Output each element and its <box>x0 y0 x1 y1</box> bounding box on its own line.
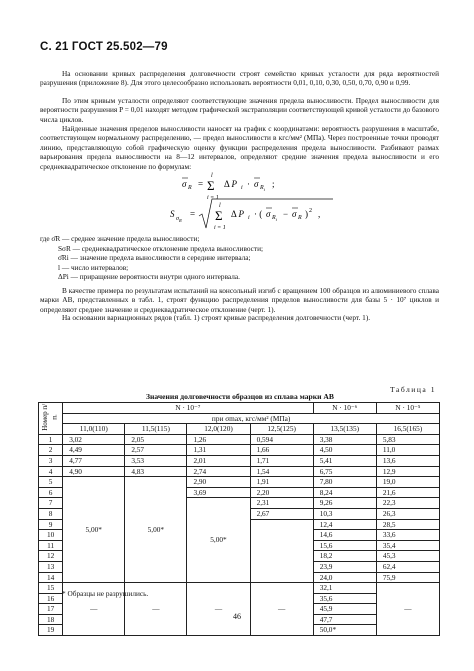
table-cell-merged: — <box>125 583 187 636</box>
table-cell: 45,3 <box>376 551 439 562</box>
svg-text:=: = <box>198 179 204 189</box>
legend-line: SσR — среднеквадратическое отклонение предела выносливости; <box>58 243 264 253</box>
paragraph-4: В качестве примера по результатам испытаний на консольный изгиб с вращением 100 образцов из алюминиевого сплава марки АВ, представленных в табл. 1, строят функцию распределения пределов выносливости для базы 5 · 10⁷ циклов и определяют среднее значение и среднеквадратическое отклонение (черт. 1). <box>40 286 439 314</box>
table-cell: 5,83 <box>376 434 439 445</box>
table-title: Значения долговечности образцов из сплава марки АВ <box>146 392 334 401</box>
row-number: 8 <box>39 508 63 519</box>
table-cell: 23,9 <box>313 561 376 572</box>
page-header: С. 21 ГОСТ 25.502—79 <box>40 41 168 53</box>
row-number: 17 <box>39 604 63 615</box>
footnote: * Образцы не разрушились. <box>62 589 149 598</box>
table-cell: 2,31 <box>250 498 313 509</box>
legend-line: где σ̄R — среднее значение предела выносливости; <box>40 234 200 243</box>
svg-text:Ri: $R_i$ <box>272 215 277 222</box>
row-number: 9 <box>39 519 63 530</box>
row-number: 2 <box>39 445 63 456</box>
svg-text:σ: σ <box>254 179 259 189</box>
legend-block <box>40 234 439 282</box>
table-cell-merged: — <box>63 583 125 636</box>
table-cell: 10,3 <box>313 508 376 519</box>
table-cell: 4,90 <box>63 466 125 477</box>
legend-line: l — число интервалов; <box>58 262 129 272</box>
svg-text:σ: σ <box>266 209 271 219</box>
svg-text:=: = <box>190 209 196 219</box>
table-cell: 21,6 <box>376 487 439 498</box>
table-cell: 75,9 <box>376 572 439 583</box>
table-cell: 45,9 <box>313 604 376 615</box>
table-cell: 28,5 <box>376 519 439 530</box>
svg-text:Δ P: Δ P <box>224 179 238 189</box>
column-header: 16,5(165) <box>376 424 439 435</box>
row-number: 1 <box>39 434 63 445</box>
column-header: 11,0(110) <box>63 424 125 435</box>
group-header-2: N · 10⁻⁶ <box>313 403 376 414</box>
svg-text:;: ; <box>272 179 275 189</box>
svg-text:Σ: Σ <box>207 178 215 193</box>
table-cell: 33,6 <box>376 530 439 541</box>
svg-text:Δ P: Δ P <box>231 209 245 219</box>
svg-text:i = 1: i = 1 <box>207 195 219 201</box>
svg-text:σ: σ <box>292 209 297 219</box>
table-cell: 4,77 <box>63 455 125 466</box>
svg-text:): ) <box>305 209 308 219</box>
row-number: 15 <box>39 583 63 594</box>
svg-text:l: l <box>219 203 221 209</box>
column-header: 12,0(120) <box>187 424 250 435</box>
table-cell: 1,54 <box>250 466 313 477</box>
row-number: 4 <box>39 466 63 477</box>
table-cell: 14,6 <box>313 530 376 541</box>
svg-text:−: − <box>283 209 289 219</box>
table-cell: 2,20 <box>250 487 313 498</box>
table-cell: 26,3 <box>376 508 439 519</box>
table-cell: 35,4 <box>376 540 439 551</box>
row-number: 7 <box>39 498 63 509</box>
group-header-1: N · 10⁻⁷ <box>63 403 314 414</box>
row-number: 5 <box>39 477 63 488</box>
svg-text:i: i <box>241 185 243 191</box>
svg-text:· (: · ( <box>254 209 263 219</box>
row-number: 6 <box>39 487 63 498</box>
table-cell: 1,71 <box>250 455 313 466</box>
legend-line: σ̄Ri — значение предела выносливости в середине интервала; <box>58 253 251 262</box>
table-cell: 3,02 <box>63 434 125 445</box>
stress-caption: при σmax, кгс/мм² (МПа) <box>63 413 440 424</box>
table-cell: 2,05 <box>125 434 187 445</box>
table-cell-merged <box>250 519 313 583</box>
column-header: 11,5(115) <box>125 424 187 435</box>
svg-text:σ: σ <box>182 179 187 189</box>
table-cell: 11,0 <box>376 445 439 456</box>
table-cell: 6,75 <box>313 466 376 477</box>
table-cell: 22,3 <box>376 498 439 509</box>
paragraph-1: На основании кривых распределения долговечности строят семейство кривых усталости для ряда вероятностей разрушения (приложение 8). Для этого целесообразно использовать вероятности 0,01, 0,10, 0,30, 0,50, 0,70, 0,90 и 0,99. <box>40 69 439 88</box>
column-header: 13,5(135) <box>313 424 376 435</box>
table-cell: 47,7 <box>313 614 376 625</box>
column-header: 12,5(125) <box>250 424 313 435</box>
table-cell: 50,0* <box>313 625 376 636</box>
table-cell-merged: — <box>187 583 250 636</box>
svg-text:,: , <box>318 209 321 219</box>
svg-text:2: 2 <box>309 208 312 214</box>
table-row <box>39 466 440 477</box>
row-number-header: Номер п/п. <box>39 403 63 435</box>
table-cell: 7,80 <box>313 477 376 488</box>
table-cell: 12,9 <box>376 466 439 477</box>
group-header-3: N · 10⁻⁵ <box>376 403 439 414</box>
table-cell: 1,91 <box>250 477 313 488</box>
table-cell-merged: 5,00* <box>125 477 187 583</box>
paragraph-5: На основании вариационных рядов (табл. 1) строят кривые распределения долговечности (черт. 1). <box>62 313 371 322</box>
svg-text:Ri: $R_i$ <box>260 185 265 192</box>
table-cell: 9,26 <box>313 498 376 509</box>
svg-text:l: l <box>211 173 213 179</box>
table-cell: 2,57 <box>125 445 187 456</box>
table-cell: 3,53 <box>125 455 187 466</box>
row-number: 12 <box>39 551 63 562</box>
table-cell: 3,38 <box>313 434 376 445</box>
formula-std <box>168 196 378 234</box>
table-cell-merged: 5,00* <box>187 498 250 583</box>
table-cell: 0,594 <box>250 434 313 445</box>
table-cell-merged: 5,00* <box>63 477 125 583</box>
table-cell: 1,66 <box>250 445 313 456</box>
legend-line: ΔPi — приращение вероятности внутри одного интервала. <box>58 272 240 281</box>
table-cell: 2,01 <box>187 455 250 466</box>
svg-text:Σ: Σ <box>215 208 223 223</box>
table-cell: 4,83 <box>125 466 187 477</box>
table-cell: 3,69 <box>187 487 250 498</box>
table-cell: 35,6 <box>313 593 376 604</box>
table-cell-merged: — <box>376 583 439 636</box>
row-number: 11 <box>39 540 63 551</box>
table-cell: 24,0 <box>313 572 376 583</box>
table-cell: 1,26 <box>187 434 250 445</box>
table-cell: 2,67 <box>250 508 313 519</box>
table-cell: 12,4 <box>313 519 376 530</box>
data-table <box>38 402 440 636</box>
table-cell: 62,4 <box>376 561 439 572</box>
table-label: Таблица 1 <box>390 385 436 394</box>
row-number: 18 <box>39 614 63 625</box>
svg-text:i: i <box>248 215 250 221</box>
row-number: 13 <box>39 561 63 572</box>
svg-text:R: R <box>188 185 192 191</box>
table-cell: 2,74 <box>187 466 250 477</box>
svg-text:S: S <box>170 209 175 219</box>
paragraph-3: Найденные значения пределов выносливости наносят на график с координатами: вероятность разрушения в масштабе, соответствующем нормальному распределению, — предел выносливости в кгс/мм² (МПа). Через построенные точки проводят линию, представляющую собой графическую оценку функции распределения предела выносливости. Разбивают размах варьирования предела выносливости на 8—12 интервалов, определяют средние значения предела выносливости и его среднеквадратическое отклонение по формулам: <box>40 124 439 171</box>
table-cell-merged: — <box>250 583 313 636</box>
table-cell: 13,6 <box>376 455 439 466</box>
row-number: 3 <box>39 455 63 466</box>
svg-text:i = 1: i = 1 <box>214 225 226 231</box>
table-cell: 4,49 <box>63 445 125 456</box>
row-number: 10 <box>39 530 63 541</box>
paragraph-2: По этим кривым усталости определяют соответствующие значения предела выносливости. Предел выносливости для вероятности разрушения P = 0,01 находят методом графической экстраполяции соответствующей кривой усталости до базового числа циклов. <box>40 96 439 124</box>
table-row <box>39 477 440 488</box>
table-row <box>39 455 440 466</box>
table-cell: 2,90 <box>187 477 250 488</box>
table-cell: 15,6 <box>313 540 376 551</box>
table-cell: 1,31 <box>187 445 250 456</box>
svg-text:R: R <box>298 215 302 221</box>
table-cell: 5,41 <box>313 455 376 466</box>
row-number: 14 <box>39 572 63 583</box>
table-cell: 8,24 <box>313 487 376 498</box>
table-cell: 18,2 <box>313 551 376 562</box>
row-number: 19 <box>39 625 63 636</box>
table-row <box>39 445 440 456</box>
page-number: 46 <box>233 612 241 621</box>
svg-text:·: · <box>247 179 250 189</box>
table-cell: 4,50 <box>313 445 376 456</box>
row-number: 16 <box>39 593 63 604</box>
table-row <box>39 434 440 445</box>
table-cell: 32,1 <box>313 583 376 594</box>
table-cell: 19,0 <box>376 477 439 488</box>
svg-text:σR: $\sigma_R$ <box>176 216 182 223</box>
